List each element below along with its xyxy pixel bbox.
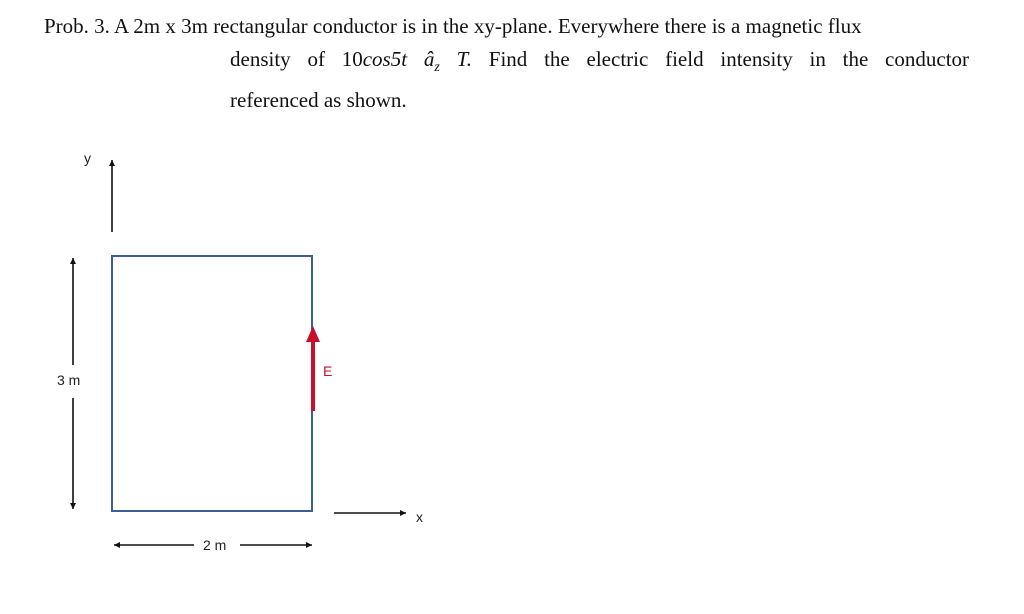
flux-coefficient: 10 [341,47,363,71]
problem-line-2-end: Find the electric field intensity in the conductor [488,47,970,71]
problem-line-2-start: density of [230,47,342,71]
flux-unit: T. [456,47,472,71]
height-label: 3 m [57,372,81,388]
electric-field-label: E [323,363,333,379]
unit-vector: â [423,47,435,71]
x-axis-label: x [416,509,423,525]
problem-line-1: Prob. 3. A 2m x 3m rectangular conductor is in the xy-plane. Everywhere there is a magnetic flux [44,14,862,38]
unit-vector-subscript: z [434,60,440,75]
electric-field-arrowhead [306,326,320,342]
flux-cos-term: cos5t [362,47,408,71]
conductor-rectangle [112,256,312,511]
problem-line-3: referenced as shown. [230,88,407,112]
y-axis-label: y [84,150,91,166]
width-label: 2 m [203,537,227,553]
